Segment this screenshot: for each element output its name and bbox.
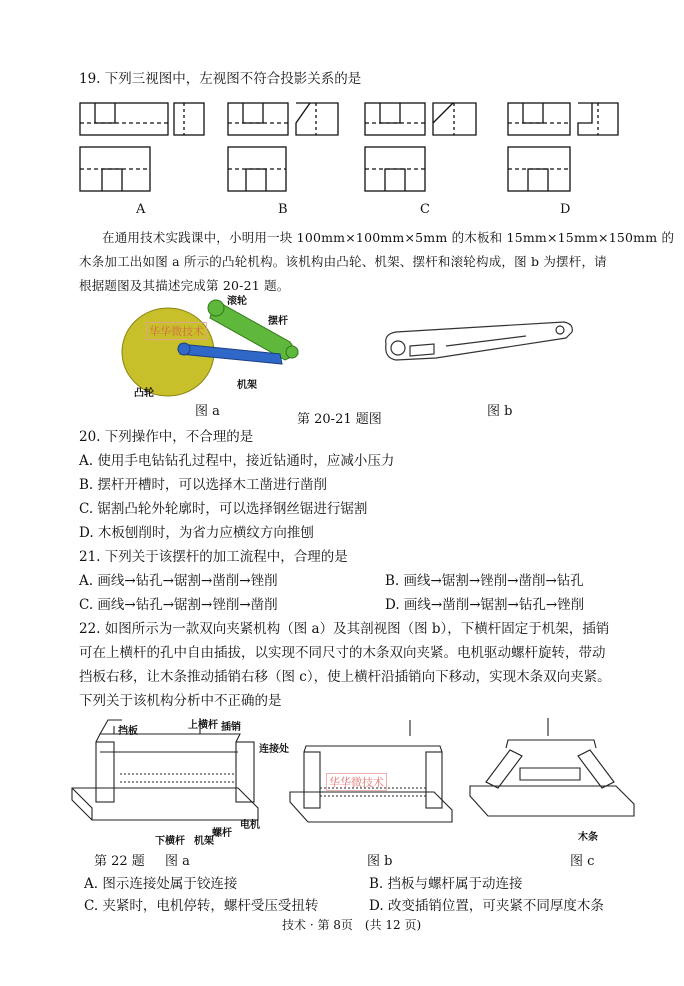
watermark-1: 华华微技术: [146, 322, 207, 340]
label-roller: 滚轮: [227, 296, 247, 307]
label-lower-bar: 下横杆: [155, 836, 185, 847]
q22-fig-number: 第 22 题: [94, 854, 145, 869]
q22-caption-a: 图 a: [165, 854, 190, 869]
q22-option-b[interactable]: B. 挡板与螺杆属于动连接: [369, 876, 523, 892]
q21-option-d[interactable]: D. 画线→凿削→锯割→钻孔→锉削: [385, 597, 585, 613]
q22-line-1: 22. 如图所示为一款双向夹紧机构（图 a）及其剖视图（图 b），下横杆固定于机架，插销: [79, 621, 610, 637]
watermark-2: 华华微技术: [326, 773, 387, 791]
q19-stem: 19. 下列三视图中，左视图不符合投影关系的是: [79, 71, 362, 87]
q22-caption-c: 图 c: [570, 854, 595, 869]
label-motor: 电机: [240, 820, 260, 831]
q22-option-c[interactable]: C. 夹紧时，电机停转，螺杆受压受扭转: [84, 898, 319, 914]
label-rocker: 摆杆: [268, 316, 288, 327]
q20-option-b[interactable]: B. 摆杆开槽时，可以选择木工凿进行凿削: [79, 477, 328, 493]
q22-line-4: 下列关于该机构分析中不正确的是: [79, 693, 282, 709]
q19-option-a[interactable]: A: [136, 202, 146, 217]
q21-stem: 21. 下列关于该摆杆的加工流程中，合理的是: [79, 549, 348, 565]
q22-caption-b: 图 b: [367, 854, 393, 869]
rocker-arm-figure: [376, 318, 576, 378]
q20-stem: 20. 下列操作中，不合理的是: [79, 429, 254, 445]
q20-option-c[interactable]: C. 锯割凸轮外轮廓时，可以选择钢丝锯进行锯割: [79, 501, 368, 517]
q20-option-d[interactable]: D. 木板刨削时，为省力应横纹方向推刨: [79, 525, 314, 541]
q22-line-3: 挡板右移，让木条推动插销右移（图 c），使上横杆沿插销向下移动，实现木条双向夹紧。: [79, 669, 611, 685]
q21-option-c[interactable]: C. 画线→钻孔→锯割→锉削→凿削: [79, 597, 278, 613]
q19-option-d[interactable]: D: [560, 202, 571, 217]
group-caption: 第 20-21 题图: [297, 412, 382, 427]
label-frame: 机架: [237, 380, 257, 391]
context-line-1: 在通用技术实践课中，小明用一块 100mm×100mm×5mm 的木板和 15mm×15mm×150mm 的: [102, 230, 675, 245]
q19-option-c[interactable]: C: [420, 202, 430, 217]
q22-option-d[interactable]: D. 改变插销位置，可夹紧不同厚度木条: [369, 898, 604, 914]
fig-a-caption: 图 a: [195, 404, 220, 419]
fig-b-caption: 图 b: [487, 404, 513, 419]
label-baffle: 挡板: [118, 726, 138, 737]
context-line-3: 根据题图及其描述完成第 20-21 题。: [79, 278, 290, 293]
q21-option-b[interactable]: B. 画线→锯割→锉削→凿削→钻孔: [385, 573, 584, 589]
q19-option-b[interactable]: B: [278, 202, 288, 217]
label-pin: 插销: [221, 722, 241, 733]
label-cam: 凸轮: [134, 388, 154, 399]
q20-option-a[interactable]: A. 使用手电钻钻孔过程中，接近钻通时，应减小压力: [79, 453, 395, 469]
label-screw: 螺杆: [212, 828, 232, 839]
q21-option-a[interactable]: A. 画线→钻孔→锯割→凿削→锉削: [79, 573, 278, 589]
label-joint: 连接处: [259, 744, 289, 755]
context-line-2: 木条加工出如图 a 所示的凸轮机构。该机构由凸轮、机架、摆杆和滚轮构成，图 b 为摆杆，请: [79, 254, 607, 269]
q22-line-2: 可在上横杆的孔中自由插拔，以实现不同尺寸的木条双向夹紧。电机驱动螺杆旋转，带动: [79, 645, 606, 661]
label-frame-22: 机架: [194, 836, 214, 847]
label-upper-bar: 上横杆: [188, 720, 218, 731]
q22-option-a[interactable]: A. 图示连接处属于铰连接: [84, 876, 238, 892]
page-footer: 技术 · 第 8页 (共 12 页): [282, 918, 422, 932]
label-wood: 木条: [578, 832, 598, 843]
